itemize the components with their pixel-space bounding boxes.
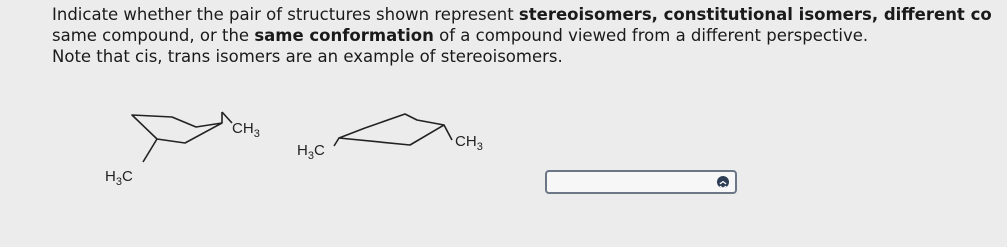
question-line-1-text: Indicate whether the pair of structures shown represent bbox=[52, 5, 519, 24]
chevron-down-icon[interactable] bbox=[717, 176, 729, 188]
structure-a-ring bbox=[132, 115, 222, 143]
chevron-glyph bbox=[717, 179, 729, 191]
same-conformation-bold: same conformation bbox=[254, 26, 434, 45]
question-note: Note that cis, trans isomers are an example of stereoisomers. bbox=[52, 47, 563, 66]
structure-b-h3c-label: $H_3C$ bbox=[297, 142, 325, 162]
structure-b-right-bond bbox=[444, 125, 452, 140]
question-line-2-prefix: same compound, or the bbox=[52, 26, 255, 45]
structure-b-left-bond bbox=[334, 138, 339, 146]
structure-b-ring bbox=[339, 114, 444, 145]
structure-b-ch3-label: $CH_3$ bbox=[455, 133, 483, 153]
structure-a-ch3-label: $CH_3$ bbox=[232, 120, 260, 140]
structure-a-bottom-bond bbox=[143, 139, 157, 162]
question-line-2-suffix: of a compound viewed from a different perspective. bbox=[433, 26, 869, 45]
answer-dropdown[interactable] bbox=[545, 170, 737, 194]
structure-a-top-bond bbox=[222, 112, 232, 123]
structure-a-h3c-label: $H_3C$ bbox=[105, 168, 133, 188]
structure-a bbox=[132, 112, 232, 162]
answer-options-bold: stereoisomers, constitutional isomers, different co bbox=[518, 5, 992, 24]
structure-b bbox=[334, 114, 452, 146]
